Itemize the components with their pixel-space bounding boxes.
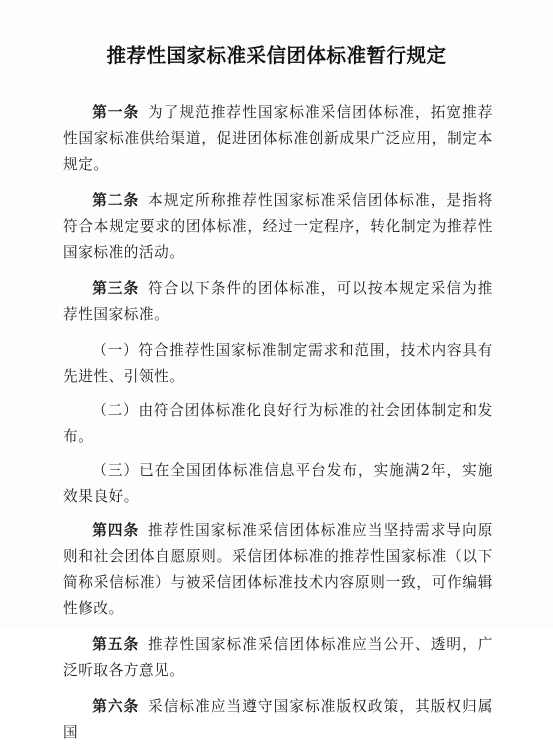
article-3-item-3 bbox=[63, 458, 493, 510]
article-3-item-1 bbox=[63, 338, 493, 390]
document-body bbox=[63, 100, 493, 756]
item-text: （二）由符合团体标准化良好行为标准的社会团体制定和发布。 bbox=[63, 402, 493, 445]
article-number: 第四条 bbox=[92, 522, 140, 539]
article-number: 第二条 bbox=[92, 192, 140, 209]
article-text: 符合以下条件的团体标准，可以按本规定采信为推荐性国家标准。 bbox=[63, 280, 493, 323]
document-title: 推荐性国家标准采信团体标准暂行规定 bbox=[106, 44, 447, 67]
article-text: 推荐性国家标准采信团体标准应当公开、透明，广泛听取各方意见。 bbox=[63, 636, 493, 679]
article-2 bbox=[63, 188, 493, 266]
article-3 bbox=[63, 276, 493, 328]
item-text: （一）符合推荐性国家标准制定需求和范围，技术内容具有先进性、引领性。 bbox=[63, 342, 493, 385]
item-text: （三）已在全国团体标准信息平台发布，实施满2年，实施效果良好。 bbox=[63, 462, 493, 505]
article-6 bbox=[63, 694, 493, 746]
article-3-item-2 bbox=[63, 398, 493, 450]
article-number: 第一条 bbox=[92, 104, 140, 121]
article-number: 第六条 bbox=[92, 698, 140, 715]
article-text: 采信标准应当遵守国家标准版权政策，其版权归属国 bbox=[63, 698, 493, 741]
article-text: 本规定所称推荐性国家标准采信团体标准，是指将符合本规定要求的团体标准，经过一定程序，转化制定为推荐性国家标准的活动。 bbox=[63, 192, 493, 261]
article-text: 推荐性国家标准采信团体标准应当坚持需求导向原则和社会团体自愿原则。采信团体标准的推荐性国家标准（以下简称采信标准）与被采信团体标准技术内容原则一致，可作编辑性修改。 bbox=[63, 522, 493, 617]
article-number: 第五条 bbox=[92, 636, 140, 653]
article-5 bbox=[63, 632, 493, 684]
article-4 bbox=[63, 518, 493, 622]
article-text: 为了规范推荐性国家标准采信团体标准，拓宽推荐性国家标准供给渠道，促进团体标准创新成果广泛应用，制定本规定。 bbox=[63, 104, 493, 173]
article-1 bbox=[63, 100, 493, 178]
article-number: 第三条 bbox=[92, 280, 140, 297]
